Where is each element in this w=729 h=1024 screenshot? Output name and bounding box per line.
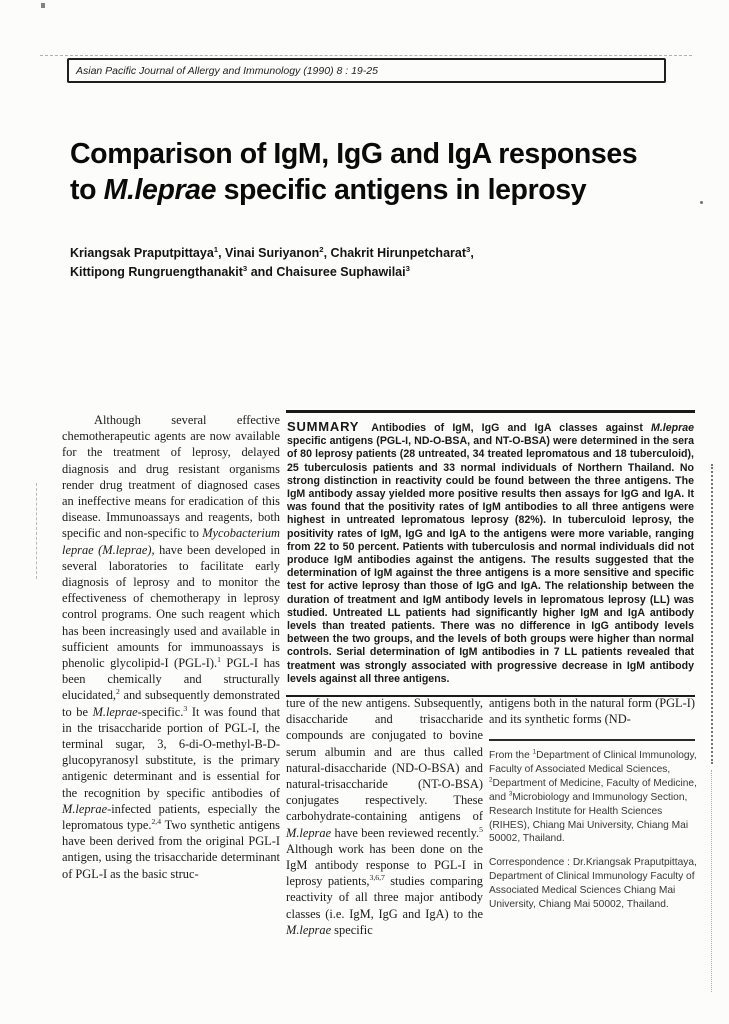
affiliation-block — [489, 749, 698, 922]
continuation-paragraph: ture of the new antigens. Subsequently, disaccharide and trisaccharide compounds are conjugated to bovine serum albumin and are thus called natural-disaccharide (ND-O-BSA) and natural-trisaccharide (NT-O-BSA) conjugates respectively. These carbohydrate-containing antigens of M.leprae have been reviewed recently.$^5$ Although work has been done on the IgM antibody response to PGL-I in leprosy patients,$^{3,6,7}$ studies comparing reactivity of all three major antibody classes (i.e. IgM, IgG and IgA) to the M.leprae specific — [286, 696, 483, 937]
journal-header-box — [67, 58, 666, 83]
journal-citation: Asian Pacific Journal of Allergy and Immunology (1990) 8 : 19-25 — [76, 64, 378, 77]
summary-paragraph — [287, 420, 694, 686]
correspondence-paragraph: Correspondence : Dr.Kriangsak Praputpittaya, Department of Clinical Immunology Faculty of Associated Medical Sciences Chiang Mai University, Chiang Mai 50002, Thailand. — [489, 857, 697, 911]
body-right-column — [489, 695, 695, 727]
affiliation-paragraph: From the $^1$Department of Clinical Immunology, Faculty of Associated Medical Sciences, $^2$Department of Medicine, Faculty of Medicine, and $^3$Microbiology and Immunology Section, Research Institute for Health Sciences (RIHES), Chiang Mai University, Chiang Mai 50002, Thailand. — [489, 748, 697, 845]
intro-paragraph: Although several effective chemotherapeutic agents are now available for the treatment of leprosy, delayed diagnosis and drug resistant organisms render drug treatment of diagnosed cases an ineffective means for eradication of this disease. Immunoassays and reagents, both specific and non-specific to Mycobacterium leprae (M.leprae), have been developed in several laboratories to facilitate early diagnosis of leprosy and to monitor the effectiveness of chemotherapy in leprosy control programs. One such reagent which has been increasingly used and available in sufficient amounts for immunoassays is phenolic glycolipid-I (PGL-I).$^1$ PGL-I has been chemically and structurally elucidated,$^2$ and subsequently demonstrated to be M.leprae-specific.$^3$ It was found that in the trisaccharide portion of PGL-I, the terminal sugar, 3, 6-di-O-methyl-B-D-glucopyranosyl substitute, is the primary antigenic determinant and is essential for the recognition by specific antibodies of M.leprae-infected patients, especially the lepromatous type.$^{2,4}$ Two synthetic antigens have been derived from the original PGL-I antigen, using the trisaccharide determinant of PGL-I as the basic struc- — [62, 413, 281, 881]
article-title-line1: Comparison of IgM, IgG and IgA responses — [70, 138, 638, 170]
article-title — [70, 136, 715, 208]
summary-body: Antibodies of IgM, IgG and IgA classes against M.leprae specific antigens (PGL-I, ND-O-BSA, and NT-O-BSA) were determined in the sera of 80 leprosy patients (28 untreated, 34 treated lepromatous and 18 tuberculoid), 25 tuberculosis patients and 33 normal individuals of Northern Thailand. No strong distinction in reactivity could be found between the three antigens. The IgM antibody assay yielded more positive results then assays for IgG and IgA. It was found that the positivity rates of IgM antibodies to all three antigens were highest in untreated lepromatous leprosy (82%). In tuberculoid leprosy, the positivity rates of IgM, IgG and IgA to the antigens were more variable, ranging from 22 to 50 percent. Patients with tuberculosis and normal individuals did not produce IgM antibodies against the antigens. The results suggested that the determination of IgM against the three antigens is a more sensitive and specific test for active leprosy than those of IgG and IgA. The relationship between the duration of treatment and IgM antibody levels in lepromatous leprosy (LL) was studied. Untreated LL patients had significantly higher IgM and IgA antibody levels than treated patients. There was no difference in IgG antibody levels between the two groups, and the levels of both groups were higher than normal controls. Serial determination of IgM antibodies in 7 LL patients revealed that treatment was strongly associated with progressive decrease in IgM antibody levels against all three antigens. — [287, 422, 694, 685]
summary-box — [286, 410, 695, 697]
author-list — [70, 244, 650, 282]
body-middle-column — [286, 695, 483, 938]
article-title-line2: to M.leprae specific antigens in leprosy — [70, 174, 587, 206]
scan-artifact-left-edge — [36, 483, 37, 579]
scan-speck — [41, 3, 45, 8]
intro-column — [62, 412, 280, 882]
scan-artifact-top-dashed-line — [40, 55, 692, 56]
summary-label: SUMMARY — [287, 419, 360, 434]
scan-artifact-right-edge-lower — [711, 770, 712, 992]
scan-artifact-right-edge-upper — [711, 464, 713, 764]
author-line-1: Kriangsak Praputpittaya$^1$, Vinai Suriyanon$^2$, Chakrit Hirunpetcharat$^3$, — [70, 244, 474, 260]
author-line-2: Kittipong Rungruengthanakit$^3$ and Chaisuree Suphawilai$^3$ — [70, 263, 410, 279]
right-column-paragraph: antigens both in the natural form (PGL-I) and its synthetic forms (ND- — [489, 696, 695, 727]
affiliation-divider — [489, 739, 695, 741]
